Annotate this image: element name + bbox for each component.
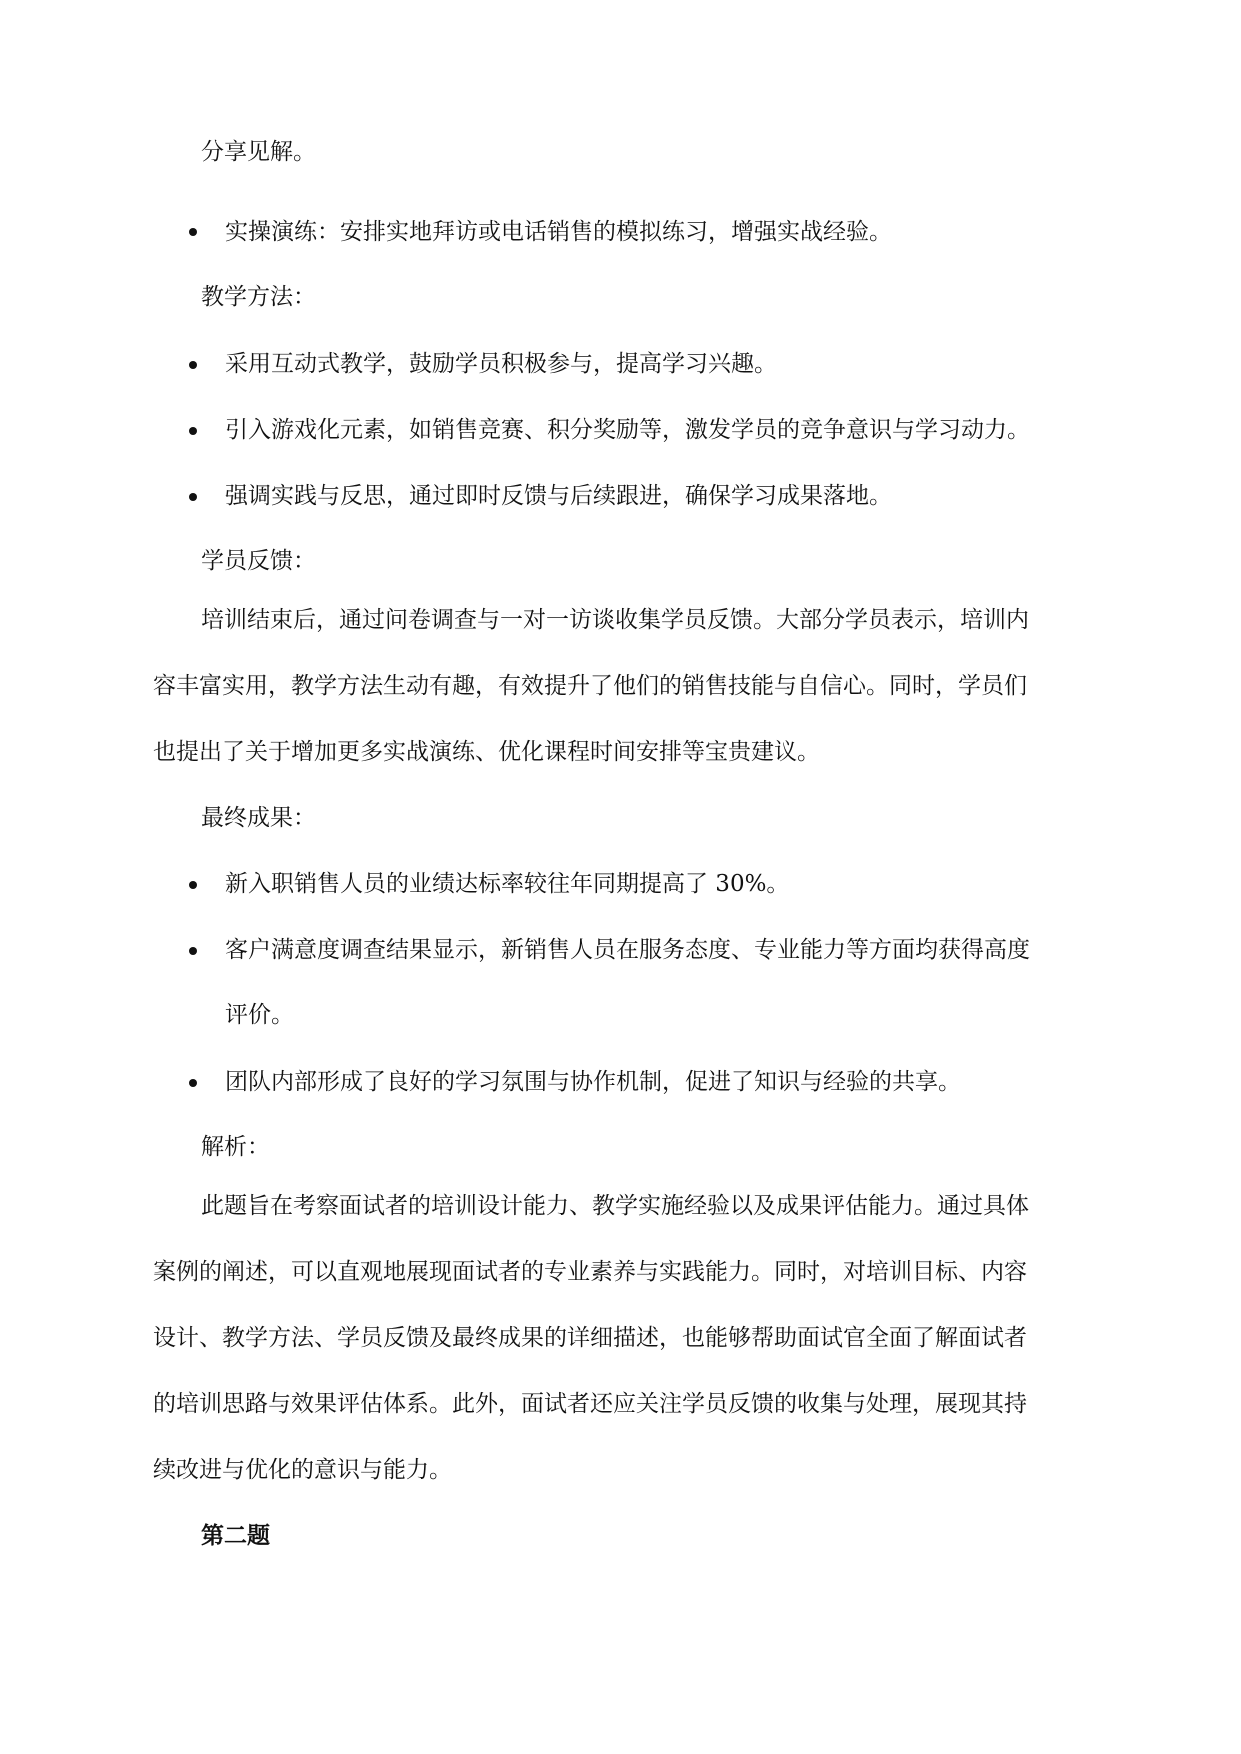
- section-label: 学员反馈：: [201, 548, 316, 574]
- paragraph-line: 设计、教学方法、学员反馈及最终成果的详细描述，也能够帮助面试官全面了解面试者: [153, 1325, 1027, 1351]
- paragraph-line: 续改进与优化的意识与能力。: [153, 1457, 452, 1483]
- text-line: 分享见解。: [201, 139, 316, 165]
- bullet-icon: [189, 493, 197, 501]
- section-label: 教学方法：: [201, 284, 316, 310]
- paragraph-line: 容丰富实用，教学方法生动有趣，有效提升了他们的销售技能与自信心。同时，学员们: [153, 673, 1027, 699]
- bullet-icon: [189, 228, 197, 236]
- section-label: 解析：: [201, 1134, 270, 1160]
- bullet-icon: [189, 947, 197, 955]
- bullet-icon: [189, 1079, 197, 1087]
- bullet-item: 团队内部形成了良好的学习氛围与协作机制，促进了知识与经验的共享。: [225, 1069, 961, 1095]
- bullet-item-continuation: 评价。: [225, 1002, 294, 1028]
- paragraph-line: 此题旨在考察面试者的培训设计能力、教学实施经验以及成果评估能力。通过具体: [201, 1193, 1029, 1219]
- section-label: 最终成果：: [201, 805, 316, 831]
- paragraph-line: 培训结束后，通过问卷调查与一对一访谈收集学员反馈。大部分学员表示，培训内: [201, 607, 1029, 633]
- bullet-item: 引入游戏化元素，如销售竞赛、积分奖励等，激发学员的竞争意识与学习动力。: [225, 417, 1030, 443]
- paragraph-line: 的培训思路与效果评估体系。此外，面试者还应关注学员反馈的收集与处理，展现其持: [153, 1391, 1027, 1417]
- paragraph-line: 案例的阐述，可以直观地展现面试者的专业素养与实践能力。同时，对培训目标、内容: [153, 1259, 1027, 1285]
- bullet-item: 新入职销售人员的业绩达标率较往年同期提高了 30%。: [225, 871, 790, 897]
- bullet-icon: [189, 427, 197, 435]
- bullet-icon: [189, 881, 197, 889]
- bullet-item: 实操演练：安排实地拜访或电话销售的模拟练习，增强实战经验。: [225, 219, 892, 245]
- paragraph-line: 也提出了关于增加更多实战演练、优化课程时间安排等宝贵建议。: [153, 739, 820, 765]
- bullet-item: 客户满意度调查结果显示，新销售人员在服务态度、专业能力等方面均获得高度: [225, 937, 1030, 963]
- bullet-item: 采用互动式教学，鼓励学员积极参与，提高学习兴趣。: [225, 351, 777, 377]
- question-heading: 第二题: [201, 1522, 270, 1549]
- bullet-item: 强调实践与反思，通过即时反馈与后续跟进，确保学习成果落地。: [225, 483, 892, 509]
- bullet-icon: [189, 361, 197, 369]
